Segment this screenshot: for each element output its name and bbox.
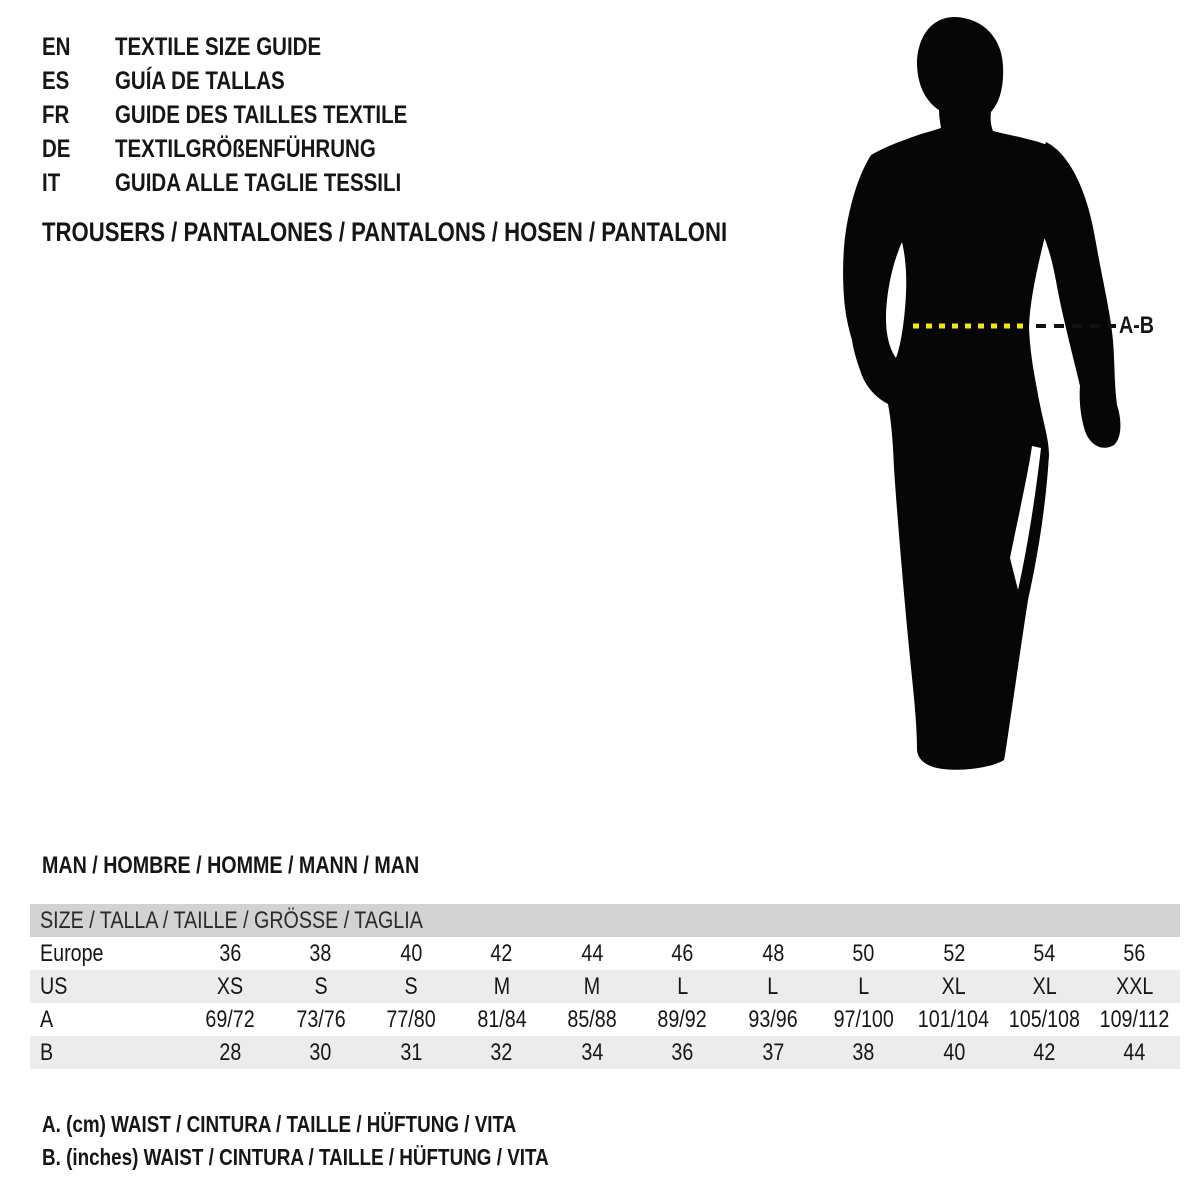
size-cell: 56 (1123, 939, 1146, 967)
size-cell: M (583, 972, 601, 1000)
size-cell: 44 (581, 939, 603, 967)
footnote-b-inches: B. (inches) WAIST / CINTURA / TAILLE / HÜFTUNG / VITA (42, 1144, 549, 1170)
size-cell: L (857, 972, 869, 1000)
lang-code-en: EN (42, 32, 71, 61)
size-cell: 48 (761, 939, 784, 967)
size-cell: 46 (671, 939, 694, 967)
size-cell: 38 (309, 939, 332, 967)
size-table-row-a-cm (30, 1003, 1180, 1036)
size-cell: 40 (400, 939, 423, 967)
size-cell: 37 (761, 1038, 784, 1066)
row-label: US (40, 972, 68, 1000)
row-label: B (40, 1038, 54, 1066)
size-cell: S (404, 972, 418, 1000)
size-cell: 40 (942, 1038, 965, 1066)
size-cell: 36 (671, 1038, 694, 1066)
size-cell: S (314, 972, 328, 1000)
size-table-row-b-inches (30, 1036, 1180, 1069)
size-cell: L (767, 972, 779, 1000)
size-table (30, 904, 1180, 1069)
footnote-a-cm: A. (cm) WAIST / CINTURA / TAILLE / HÜFTUNG / VITA (42, 1111, 517, 1137)
lang-code-fr: FR (42, 100, 70, 129)
size-cell: 109/112 (1099, 1005, 1170, 1033)
man-silhouette-right-arm (1039, 142, 1121, 448)
lang-title-it: GUIDA ALLE TAGLIE TESSILI (114, 168, 402, 197)
product-line-title: TROUSERS / PANTALONES / PANTALONS / HOSEN / PANTALONI (42, 217, 728, 247)
size-cell: 105/108 (1008, 1005, 1080, 1033)
size-cell: 30 (309, 1038, 332, 1066)
size-cell: 44 (1123, 1038, 1146, 1066)
size-cell: 36 (219, 939, 242, 967)
size-cell: L (677, 972, 688, 1000)
man-silhouette-body (843, 17, 1058, 770)
lang-code-de: DE (42, 134, 71, 163)
size-table-row-europe (30, 937, 1180, 970)
lang-title-fr: GUIDE DES TAILLES TEXTILE (114, 100, 408, 129)
size-cell: XXL (1116, 972, 1154, 1000)
size-cell: 34 (581, 1038, 603, 1066)
lang-code-it: IT (42, 168, 61, 197)
size-cell: 69/72 (205, 1005, 255, 1033)
size-cell: 101/104 (918, 1005, 990, 1033)
size-cell: 32 (490, 1038, 513, 1066)
row-label: A (40, 1005, 54, 1033)
size-cell: 89/92 (657, 1005, 708, 1033)
size-cell: 42 (490, 939, 513, 967)
size-cell: 85/88 (567, 1005, 617, 1033)
waist-measure-label: A-B (1119, 312, 1154, 339)
size-cell: XL (1032, 972, 1057, 1000)
size-cell: 52 (942, 939, 965, 967)
size-cell: 97/100 (833, 1005, 894, 1033)
lang-title-en: TEXTILE SIZE GUIDE (114, 32, 322, 61)
size-cell: 50 (852, 939, 875, 967)
size-cell: M (493, 972, 510, 1000)
size-table-header: SIZE / TALLA / TAILLE / GRÖSSE / TAGLIA (30, 904, 1180, 937)
size-cell: 42 (1033, 1038, 1056, 1066)
size-cell: 77/80 (386, 1005, 436, 1033)
size-table-row-us (30, 970, 1180, 1003)
size-cell: 54 (1033, 939, 1056, 967)
lang-code-es: ES (42, 66, 70, 95)
size-cell: XS (217, 972, 244, 1000)
size-cell: 28 (219, 1038, 242, 1066)
size-cell: 73/76 (296, 1005, 346, 1033)
size-cell: 81/84 (476, 1005, 527, 1033)
measurement-footnotes (42, 1108, 660, 1174)
size-cell: 93/96 (748, 1005, 798, 1033)
gender-line: MAN / HOMBRE / HOMME / MANN / MAN (42, 852, 420, 879)
row-label: Europe (40, 939, 104, 967)
size-cell: 31 (400, 1038, 423, 1066)
size-cell: 38 (852, 1038, 875, 1066)
lang-title-de: TEXTILGRÖßENFÜHRUNG (114, 134, 376, 163)
size-cell: XL (941, 972, 966, 1000)
lang-title-es: GUÍA DE TALLAS (114, 66, 285, 95)
